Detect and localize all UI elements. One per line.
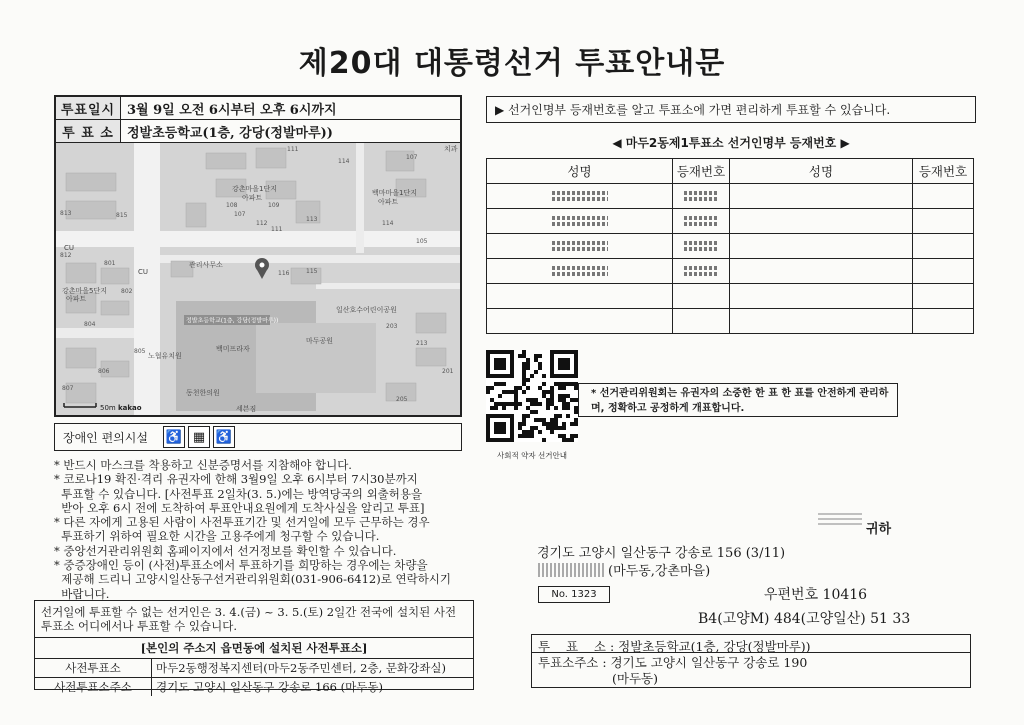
polling-addr-value: 경기도 고양시 일산동구 강송로 190: [610, 655, 808, 670]
svg-text:113: 113: [306, 216, 318, 223]
place-value: 정발초등학교(1층, 강당(정발마루)): [127, 125, 333, 141]
svg-text:108: 108: [226, 202, 238, 209]
svg-text:801: 801: [104, 260, 116, 267]
early-addr-value: 경기도 고양시 일산동구 강송로 166 (마두동): [152, 678, 474, 697]
place-row: [56, 120, 460, 143]
table-row: [487, 184, 974, 209]
note-line: * 다른 자에게 고용된 사람이 사전투표기간 및 선거일에 모두 근무하는 경우: [54, 515, 430, 530]
col-name-2: 성명: [730, 159, 913, 184]
redacted-number: [684, 197, 718, 201]
polling-address-row: [532, 653, 970, 689]
svg-text:812: 812: [60, 252, 72, 259]
svg-text:백마마을1단지: 백마마을1단지: [372, 189, 418, 197]
redacted-address: [538, 563, 604, 577]
svg-text:815: 815: [116, 212, 128, 219]
svg-text:동천한의원: 동천한의원: [186, 389, 220, 397]
redacted-name: [552, 241, 608, 245]
recipient-address-detail: (마두동,강촌마을): [608, 564, 711, 579]
redacted-name: [552, 216, 608, 220]
note-line: 투표하기 위하여 필요한 시간을 고용주에게 청구할 수 있습니다.: [54, 529, 380, 544]
map-brand: kakao: [118, 404, 142, 412]
date-row: [56, 97, 460, 120]
serial-number: No. 1323: [538, 586, 610, 603]
early-addr-label: 사전투표소주소: [35, 678, 152, 697]
svg-text:802: 802: [121, 288, 133, 295]
svg-text:114: 114: [338, 158, 350, 165]
early-place-label: 사전투표소: [35, 659, 152, 678]
note-line: * 코로나19 확진·격리 유권자에 한해 3월9일 오후 6시부터 7시30분까지: [54, 472, 418, 487]
polling-place-row: [532, 635, 970, 653]
svg-text:아파트: 아파트: [66, 295, 87, 303]
qr-code[interactable]: [486, 350, 578, 442]
table-row: [487, 259, 974, 284]
location-map[interactable]: [56, 143, 460, 415]
svg-text:115: 115: [306, 268, 318, 275]
note-line: * 중증장애인 등이 (사전)투표소에서 투표하기를 희망하는 경우에는 차량을: [54, 558, 428, 573]
table-row: [487, 209, 974, 234]
accessibility-facilities: [54, 423, 462, 451]
commitment-box: * 선거관리위원회는 유권자의 소중한 한 표 한 표를 안전하게 관리하며, 정확하고 공정하게 개표합니다.: [578, 383, 898, 417]
page-title: 제20대 대통령선거 투표안내문: [298, 46, 726, 81]
svg-text:치과: 치과: [444, 145, 458, 153]
svg-text:111: 111: [271, 226, 283, 233]
delivery-route: B4(고양M) 484(고양일산) 51 33: [698, 611, 911, 627]
redacted-number: [684, 272, 718, 276]
svg-text:107: 107: [406, 154, 418, 161]
svg-text:아파트: 아파트: [242, 194, 263, 202]
note-line: 바랍니다.: [54, 586, 110, 601]
redacted-recipient-name: [818, 513, 862, 527]
col-number-2: 등재번호: [913, 159, 974, 184]
redacted-name: [552, 272, 608, 276]
svg-text:201: 201: [442, 368, 454, 375]
svg-text:107: 107: [234, 211, 246, 218]
qr-caption: 사회적 약자 선거안내: [497, 451, 567, 460]
date-label: 투표일시: [56, 97, 121, 119]
polling-place-label: 투 표 소 :: [538, 639, 619, 654]
recipient-address-line2: [538, 560, 710, 579]
note-line: 받아 오후 6시 전에 도착하여 투표안내요원에게 도착사실을 알리고 투표]: [54, 500, 425, 515]
note-line: * 중앙선거관리위원회 홈페이지에서 선거정보를 확인할 수 있습니다.: [54, 543, 397, 558]
redacted-name: [552, 247, 608, 251]
note-line: 제공해 드리니 고양시일산동구선거관리위원회(031-906-6412)로 연락하시기: [54, 572, 452, 587]
redacted-number: [684, 266, 718, 270]
svg-text:114: 114: [382, 220, 394, 227]
register-heading: ◀ 마두2동제1투표소 선거인명부 등재번호 ▶: [612, 136, 850, 150]
postal-code: 우편번호 10416: [764, 587, 868, 603]
svg-text:CU: CU: [138, 268, 149, 276]
svg-text:804: 804: [84, 321, 96, 328]
svg-text:노협유치원: 노협유치원: [148, 352, 182, 360]
polling-info-box: [54, 95, 462, 417]
svg-text:111: 111: [287, 146, 299, 153]
svg-text:일산호수어린이공원: 일산호수어린이공원: [336, 306, 397, 314]
redacted-number: [684, 241, 718, 245]
redacted-name: [552, 222, 608, 226]
wheelchair-ramp-icon: ♿: [213, 426, 235, 448]
col-number: 등재번호: [673, 159, 730, 184]
table-row: [487, 284, 974, 309]
svg-text:세븐짐: 세븐짐: [236, 405, 257, 413]
map-school-label: 정발초등학교(1층, 강당(정발마루)): [186, 317, 279, 325]
polling-addr-value2: (마두동): [612, 671, 658, 686]
date-value: 3월 9일 오전 6시부터 오후 6시까지: [127, 102, 337, 118]
polling-place-value: 정발초등학교(1층, 강당(정발마루)): [618, 639, 811, 654]
polling-place-box: [531, 634, 971, 688]
svg-text:112: 112: [256, 220, 268, 227]
svg-text:관리사무소: 관리사무소: [189, 261, 223, 269]
col-name: 성명: [487, 159, 673, 184]
early-place-value: 마두2동행정복지센터(마두2동주민센터, 2층, 문화강좌실): [156, 661, 446, 675]
redacted-number: [684, 247, 718, 251]
notice-list: [54, 458, 474, 601]
svg-text:마두공원: 마두공원: [306, 337, 334, 345]
svg-text:205: 205: [396, 396, 408, 403]
recipient-address: 경기도 고양시 일산동구 강송로 156 (3/11): [537, 546, 786, 561]
svg-text:203: 203: [386, 323, 398, 330]
early-vote-text: 선거일에 투표할 수 없는 선거인은 3. 4.(금) ~ 3. 5.(토) 2일간 전국에 설치된 사전투표소 어디에서나 투표할 수 있습니다.: [41, 605, 457, 633]
svg-text:813: 813: [60, 210, 72, 217]
register-notice: ▶ 선거인명부 등재번호를 알고 투표소에 가면 편리하게 투표할 수 있습니다.: [486, 96, 976, 123]
early-vote-table: [35, 659, 473, 696]
svg-text:백미프라자: 백미프라자: [216, 345, 250, 353]
redacted-number: [684, 216, 718, 220]
svg-text:805: 805: [134, 348, 146, 355]
svg-text:강촌마을1단지: 강촌마을1단지: [232, 185, 278, 193]
polling-addr-label: 투표소주소 :: [538, 655, 611, 670]
facility-label: 장애인 편의시설: [63, 430, 148, 445]
early-vote-box: [34, 600, 474, 694]
register-table: [486, 158, 974, 334]
redacted-name: [552, 197, 608, 201]
note-line: * 반드시 마스크를 착용하고 신분증명서를 지참해야 합니다.: [54, 458, 352, 472]
redacted-name: [552, 191, 608, 195]
svg-text:807: 807: [62, 385, 74, 392]
wheelchair-icon: ♿: [163, 426, 185, 448]
early-vote-subtitle: [본인의 주소지 읍면동에 설치된 사전투표소]: [35, 637, 473, 659]
svg-text:806: 806: [98, 368, 110, 375]
svg-text:116: 116: [278, 270, 290, 277]
elevator-icon: ▦: [188, 426, 210, 448]
redacted-name: [552, 266, 608, 270]
svg-text:강촌마을5단지: 강촌마을5단지: [62, 287, 108, 295]
place-label: 투 표 소: [56, 120, 121, 142]
note-line: 투표할 수 있습니다. [사전투표 2일차(3. 5.)에는 방역당국의 외출허용을: [54, 486, 423, 501]
map-scale: 50m: [100, 404, 116, 412]
svg-text:아파트: 아파트: [378, 198, 399, 206]
table-row: [487, 234, 974, 259]
redacted-number: [684, 191, 718, 195]
redacted-number: [684, 222, 718, 226]
register-header-row: [487, 159, 974, 184]
svg-text:CU: CU: [64, 244, 75, 252]
honorific: 귀하: [866, 522, 892, 537]
table-row: [487, 309, 974, 334]
svg-text:105: 105: [416, 238, 428, 245]
svg-text:213: 213: [416, 340, 428, 347]
svg-text:109: 109: [268, 202, 280, 209]
